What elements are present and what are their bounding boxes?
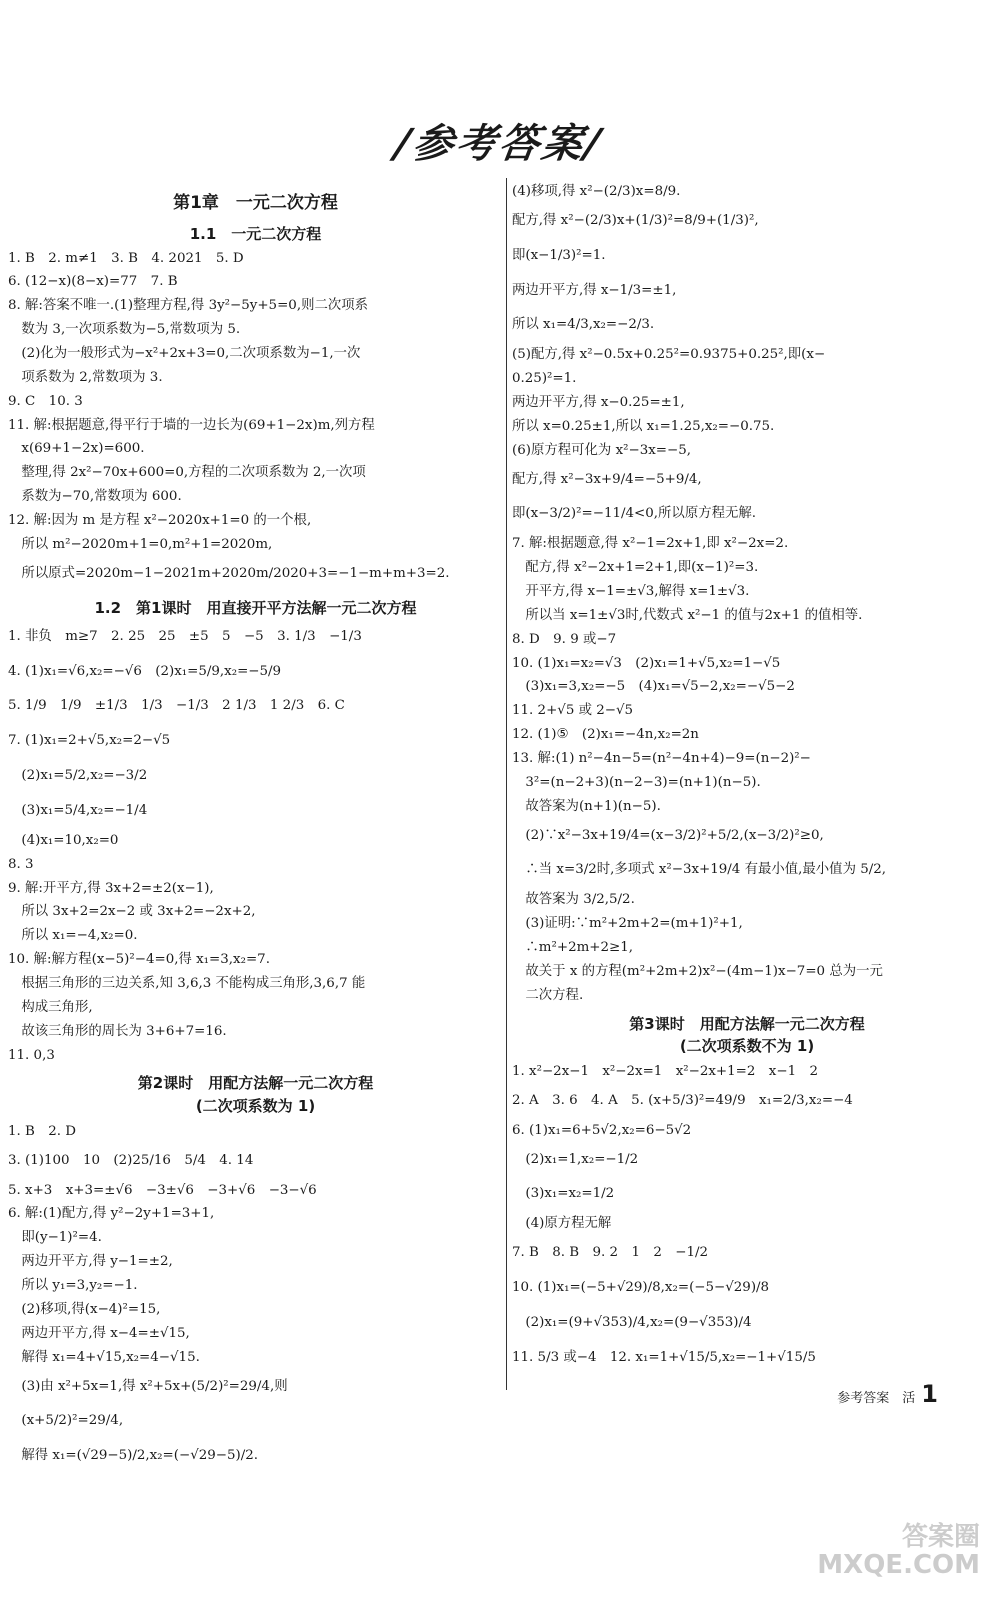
page-number: 1 bbox=[921, 1380, 938, 1408]
answer-line: (3)x₁=3,x₂=−5 (4)x₁=√5−2,x₂=−√5−2 bbox=[512, 679, 795, 695]
answer-line: 项系数为 2,常数项为 3. bbox=[8, 369, 163, 385]
page-title: /参考答案/ bbox=[392, 121, 607, 167]
chapter-heading: 第1章 一元二次方程 bbox=[173, 193, 338, 213]
answer-line: 0.25)²=1. bbox=[512, 371, 577, 387]
watermark-line1: 答案圈 bbox=[901, 1521, 980, 1552]
answer-line: 5. x+3 x+3=±√6 −3±√6 −3+√6 −3−√6 bbox=[8, 1182, 317, 1198]
answer-line: (2)x₁=5/2,x₂=−3/2 bbox=[8, 768, 148, 784]
answer-line: 8. D 9. 9 或−7 bbox=[512, 631, 617, 647]
answer-line: 两边开平方,得 x−1/3=±1, bbox=[512, 282, 677, 298]
answer-line: 两边开平方,得 x−0.25=±1, bbox=[512, 394, 685, 410]
answer-line: 9. 解:开平方,得 3x+2=±2(x−1), bbox=[8, 880, 214, 896]
left-column bbox=[8, 180, 503, 1474]
answer-line: (2)移项,得(x−4)²=15, bbox=[8, 1301, 161, 1317]
section-heading-1-2-2: 第2课时 用配方法解一元二次方程 bbox=[137, 1074, 374, 1093]
answer-line: (6)原方程可化为 x²−3x=−5, bbox=[512, 442, 691, 458]
answer-line: 整理,得 2x²−70x+600=0,方程的二次项系数为 2,一次项 bbox=[8, 465, 366, 481]
answer-line: 7. (1)x₁=2+√5,x₂=2−√5 bbox=[8, 733, 171, 749]
answer-line: (4)原方程无解 bbox=[512, 1216, 612, 1232]
answer-line: 12. (1)⑤ (2)x₁=−4n,x₂=2n bbox=[512, 727, 699, 743]
answer-line: (2)∵x²−3x+19/4=(x−3/2)²+5/2,(x−3/2)²≥0, bbox=[512, 827, 824, 843]
answer-line: 7. B 8. B 9. 2 1 2 −1/2 bbox=[512, 1245, 709, 1261]
answer-line: 10. 解:解方程(x−5)²−4=0,得 x₁=3,x₂=7. bbox=[8, 952, 270, 968]
answer-line: ∴m²+2m+2≥1, bbox=[512, 939, 634, 955]
answer-line: 故该三角形的周长为 3+6+7=16. bbox=[8, 1023, 227, 1039]
title-wrap bbox=[0, 112, 1000, 169]
answer-line: (4)x₁=10,x₂=0 bbox=[8, 832, 119, 848]
answer-line: 2. A 3. 6 4. A 5. (x+5/3)²=49/9 x₁=2/3,x₂=−4 bbox=[512, 1092, 853, 1108]
answer-line: 12. 解:因为 m 是方程 x²−2020x+1=0 的一个根, bbox=[8, 512, 312, 528]
answer-line: 7. 解:根据题意,得 x²−1=2x+1,即 x²−2x=2. bbox=[512, 536, 789, 552]
answer-line: 即(y−1)²=4. bbox=[8, 1230, 102, 1246]
answer-line: 系数为−70,常数项为 600. bbox=[8, 489, 182, 505]
section-heading-1-1: 1.1 一元二次方程 bbox=[189, 225, 322, 244]
answer-line: 所以 y₁=3,y₂=−1. bbox=[8, 1278, 138, 1294]
section-heading-1-2-1: 1.2 第1课时 用直接开平方法解一元二次方程 bbox=[94, 598, 417, 617]
answer-line: 故答案为(n+1)(n−5). bbox=[512, 798, 661, 814]
answer-line: 4. (1)x₁=√6,x₂=−√6 (2)x₁=5/9,x₂=−5/9 bbox=[8, 663, 282, 679]
answer-line: 6. (1)x₁=6+5√2,x₂=6−5√2 bbox=[512, 1122, 692, 1138]
answer-line: 所以原式=2020m−1−2021m+2020m/2020+3=−1−m+m+3=2. bbox=[8, 565, 450, 581]
answer-line: 两边开平方,得 x−4=±√15, bbox=[8, 1325, 190, 1341]
answer-line: 配方,得 x²−3x+9/4=−5+9/4, bbox=[512, 471, 702, 487]
answer-line: (3)由 x²+5x=1,得 x²+5x+(5/2)²=29/4,则 bbox=[8, 1378, 288, 1394]
page-footer bbox=[837, 1380, 938, 1408]
answer-line: 所以当 x=1±√3时,代数式 x²−1 的值与2x+1 的值相等. bbox=[512, 607, 863, 623]
answer-line: 即(x−3/2)²=−11/4<0,所以原方程无解. bbox=[512, 506, 757, 522]
answer-line: 根据三角形的三边关系,知 3,6,3 不能构成三角形,3,6,7 能 bbox=[8, 975, 366, 991]
answer-line: 5. 1/9 1/9 ±1/3 1/3 −1/3 2 1/3 1 2/3 6. C bbox=[8, 698, 345, 714]
answer-line: 所以 x=0.25±1,所以 x₁=1.25,x₂=−0.75. bbox=[512, 418, 775, 434]
answer-line: 1. B 2. D bbox=[8, 1123, 77, 1139]
answer-line: 1. 非负 m≥7 2. 25 25 ±5 5 −5 3. 1/3 −1/3 bbox=[8, 628, 362, 644]
answer-line: 二次方程. bbox=[512, 987, 584, 1003]
answer-line: 构成三角形, bbox=[8, 999, 93, 1015]
answer-line: 8. 3 bbox=[8, 856, 34, 872]
section-heading-1-2-3: 第3课时 用配方法解一元二次方程 bbox=[629, 1014, 865, 1033]
answer-line: 两边开平方,得 y−1=±2, bbox=[8, 1254, 173, 1270]
answer-line: 3²=(n−2+3)(n−2−3)=(n+1)(n−5). bbox=[512, 774, 761, 790]
right-column bbox=[512, 180, 982, 1376]
answer-line: (3)证明:∵m²+2m+2=(m+1)²+1, bbox=[512, 916, 743, 932]
answer-line: 即(x−1/3)²=1. bbox=[512, 247, 606, 263]
answers-1-1 bbox=[8, 247, 503, 592]
answer-line: ∴当 x=3/2时,多项式 x²−3x+19/4 有最小值,最小值为 5/2, bbox=[512, 862, 887, 878]
answer-line: 8. 解:答案不唯一.(1)整理方程,得 3y²−5y+5=0,则二次项系 bbox=[8, 298, 369, 314]
answer-line: 开平方,得 x−1=±√3,解得 x=1±√3. bbox=[512, 583, 750, 599]
answer-line: (2)x₁=(9+√353)/4,x₂=(9−√353)/4 bbox=[512, 1314, 752, 1330]
answer-line: 故关于 x 的方程(m²+2m+2)x²−(4m−1)x−7=0 总为一元 bbox=[512, 963, 883, 979]
answer-line: 故答案为 3/2,5/2. bbox=[512, 892, 635, 908]
answer-line: 6. 解:(1)配方,得 y²−2y+1=3+1, bbox=[8, 1206, 215, 1222]
answer-line: 解得 x₁=(√29−5)/2,x₂=(−√29−5)/2. bbox=[8, 1448, 259, 1464]
answer-line: (3)x₁=x₂=1/2 bbox=[512, 1186, 615, 1202]
answer-line: 配方,得 x²−(2/3)x+(1/3)²=8/9+(1/3)², bbox=[512, 212, 759, 228]
answer-line: 10. (1)x₁=(−5+√29)/8,x₂=(−5−√29)/8 bbox=[512, 1279, 770, 1295]
answer-line: (3)x₁=5/4,x₂=−1/4 bbox=[8, 802, 148, 818]
answer-line: 13. 解:(1) n²−4n−5=(n²−4n+4)−9=(n−2)²− bbox=[512, 750, 811, 766]
answer-line: 所以 m²−2020m+1=0,m²+1=2020m, bbox=[8, 536, 273, 552]
footer-label: 参考答案 活 bbox=[837, 1391, 916, 1406]
answer-line: x(69+1−2x)=600. bbox=[8, 441, 145, 457]
answer-line: (x+5/2)²=29/4, bbox=[8, 1413, 124, 1429]
answers-1-2-2-continued bbox=[512, 180, 982, 1008]
answer-line: 3. (1)100 10 (2)25/16 5/4 4. 14 bbox=[8, 1152, 254, 1168]
answers-1-2-2 bbox=[8, 1120, 503, 1474]
watermark-logo bbox=[817, 1523, 980, 1580]
column-divider bbox=[506, 178, 507, 1390]
answer-line: 所以 x₁=−4,x₂=0. bbox=[8, 928, 138, 944]
answer-line: 1. x²−2x−1 x²−2x=1 x²−2x+1=2 x−1 2 bbox=[512, 1064, 818, 1080]
answer-line: 10. (1)x₁=x₂=√3 (2)x₁=1+√5,x₂=1−√5 bbox=[512, 655, 781, 671]
answer-line: 11. 2+√5 或 2−√5 bbox=[512, 703, 634, 719]
section-subheading-1-2-3: (二次项系数不为 1) bbox=[679, 1036, 815, 1055]
answer-line: 9. C 10. 3 bbox=[8, 393, 83, 409]
answer-line: 6. (12−x)(8−x)=77 7. B bbox=[8, 274, 178, 290]
section-subheading-1-2-2: (二次项系数为 1) bbox=[195, 1096, 316, 1115]
answer-line: (4)移项,得 x²−(2/3)x=8/9. bbox=[512, 184, 681, 199]
answer-line: (5)配方,得 x²−0.5x+0.25²=0.9375+0.25²,即(x− bbox=[512, 347, 826, 363]
answer-line: 11. 5/3 或−4 12. x₁=1+√15/5,x₂=−1+√15/5 bbox=[512, 1349, 816, 1365]
answers-1-2-3 bbox=[512, 1060, 982, 1375]
answer-line: 所以 3x+2=2x−2 或 3x+2=−2x+2, bbox=[8, 904, 256, 920]
answer-line: 配方,得 x²−2x+1=2+1,即(x−1)²=3. bbox=[512, 560, 759, 576]
watermark-line2: MXQE.COM bbox=[817, 1550, 980, 1581]
answer-line: (2)x₁=1,x₂=−1/2 bbox=[512, 1151, 639, 1167]
answer-line: 11. 解:根据题意,得平行于墙的一边长为(69+1−2x)m,列方程 bbox=[8, 417, 375, 433]
answer-line: 解得 x₁=4+√15,x₂=4−√15. bbox=[8, 1349, 200, 1365]
answer-line: 1. B 2. m≠1 3. B 4. 2021 5. D bbox=[8, 250, 244, 266]
answer-line: 所以 x₁=4/3,x₂=−2/3. bbox=[512, 317, 655, 333]
answer-line: (2)化为一般形式为−x²+2x+3=0,二次项系数为−1,一次 bbox=[8, 345, 361, 361]
answer-line: 数为 3,一次项系数为−5,常数项为 5. bbox=[8, 322, 241, 338]
answers-1-2-1 bbox=[8, 620, 503, 1068]
answer-line: 11. 0,3 bbox=[8, 1047, 55, 1063]
